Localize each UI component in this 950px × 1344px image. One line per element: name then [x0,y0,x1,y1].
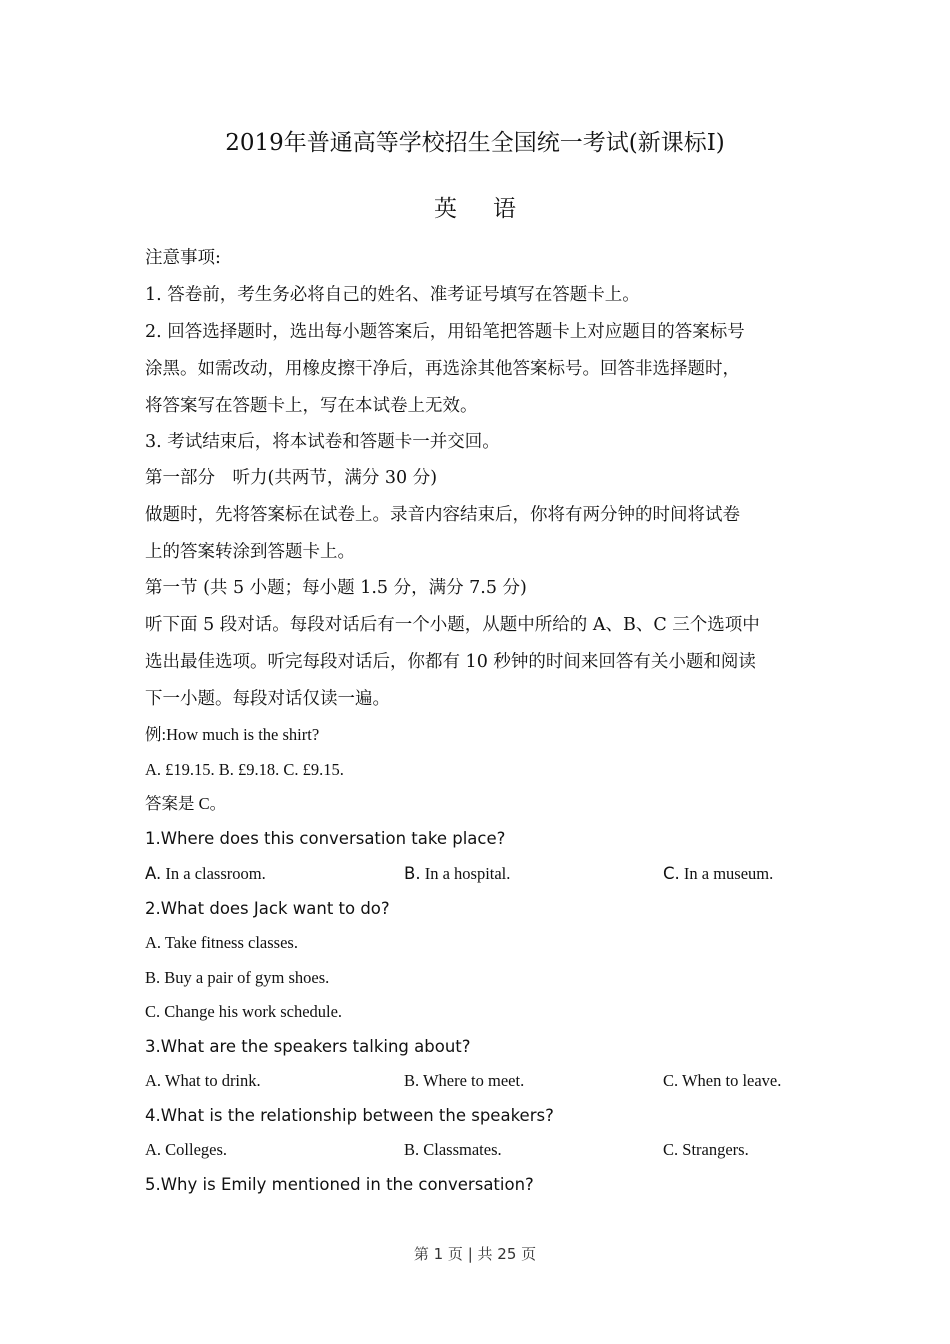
option-label: A. [145,1071,162,1090]
q2-option-c [145,1000,342,1024]
notice-item: 涂黑。如需改动，用橡皮擦干净后，再选涂其他答案标号。回答非选择题时， [145,359,740,379]
q4-option-a [145,1138,227,1162]
option-text: Strangers. [682,1140,749,1159]
option-label: C. [145,1002,161,1021]
subject-title [0,190,950,223]
option-text: Classmates. [423,1140,502,1159]
q1-option-c [663,862,773,886]
option-label: A. [145,1140,162,1159]
question-3: 3.What are the speakers talking about? [145,1037,471,1056]
option-label: C. [663,1140,679,1159]
option-label: B. [404,1071,420,1090]
option-text: Take fitness classes. [164,933,298,952]
option-text: Buy a pair of gym shoes. [164,968,330,987]
option-text: Colleges. [165,1140,228,1159]
q3-option-c [663,1069,781,1093]
notice-item: 2. 回答选择题时，选出每小题答案后，用铅笔把答题卡上对应题目的答案标号 [145,322,745,342]
q1-option-b [404,862,510,886]
q2-option-a [145,931,298,955]
part1-instructions: 做题时，先将答案标在试卷上。录音内容结束后，你将有两分钟的时间将试卷 [145,505,740,525]
option-text: Where to meet. [422,1071,525,1090]
notice-item: 将答案写在答题卡上，写在本试卷上无效。 [145,396,478,416]
section1-heading: 第一节 (共 5 小题；每小题 1.5 分，满分 7.5 分) [145,578,527,598]
notice-item: 3. 考试结束后，将本试卷和答题卡一并交回。 [145,432,500,452]
option-label: B. [145,968,161,987]
section1-instructions: 选出最佳选项。听完每段对话后，你都有 10 秒钟的时间来回答有关小题和阅读 [145,652,756,672]
notice-item: 1. 答卷前，考生务必将自己的姓名、准考证号填写在答题卡上。 [145,285,640,305]
option-label: B. [404,864,421,883]
exam-title: 2019年普通高等学校招生全国统一考试(新课标I) [225,130,725,156]
option-label: A. [145,933,162,952]
question-1: 1.Where does this conversation take place? [145,829,506,848]
option-text: In a museum. [683,864,774,883]
section1-instructions: 下一小题。每段对话仅读一遍。 [145,689,390,709]
q1-option-a [145,862,266,886]
part1-heading: 第一部分 听力(共两节，满分 30 分) [145,468,438,488]
page-footer: 第 1 页 | 共 25 页 [413,1245,537,1263]
q3-option-a [145,1069,261,1093]
option-text: What to drink. [164,1071,261,1090]
option-text: In a hospital. [424,864,511,883]
option-label: A. [145,864,162,883]
notice-heading: 注意事项: [145,248,221,268]
question-2: 2.What does Jack want to do? [145,899,390,918]
question-4: 4.What is the relationship between the speakers? [145,1106,554,1125]
part1-instructions: 上的答案转涂到答题卡上。 [145,542,355,562]
q4-option-c [663,1138,749,1162]
q3-option-b [404,1069,524,1093]
q4-option-b [404,1138,502,1162]
question-5: 5.Why is Emily mentioned in the conversation? [145,1175,534,1194]
example-question: 例:How much is the shirt? [145,725,320,744]
subject-char: 语 [493,196,516,222]
option-text: When to leave. [681,1071,782,1090]
section1-instructions: 听下面 5 段对话。每段对话后有一个小题，从题中所给的 A、B、C 三个选项中 [145,615,760,635]
option-text: Change his work schedule. [164,1002,343,1021]
option-label: B. [404,1140,420,1159]
q2-option-b [145,966,329,990]
option-label: C. [663,1071,679,1090]
example-answer: 答案是 C。 [145,794,227,813]
option-label: C. [663,864,680,883]
subject-char: 英 [434,196,457,222]
example-options: A. £19.15. B. £9.18. C. £9.15. [145,760,344,779]
option-text: In a classroom. [165,864,266,883]
